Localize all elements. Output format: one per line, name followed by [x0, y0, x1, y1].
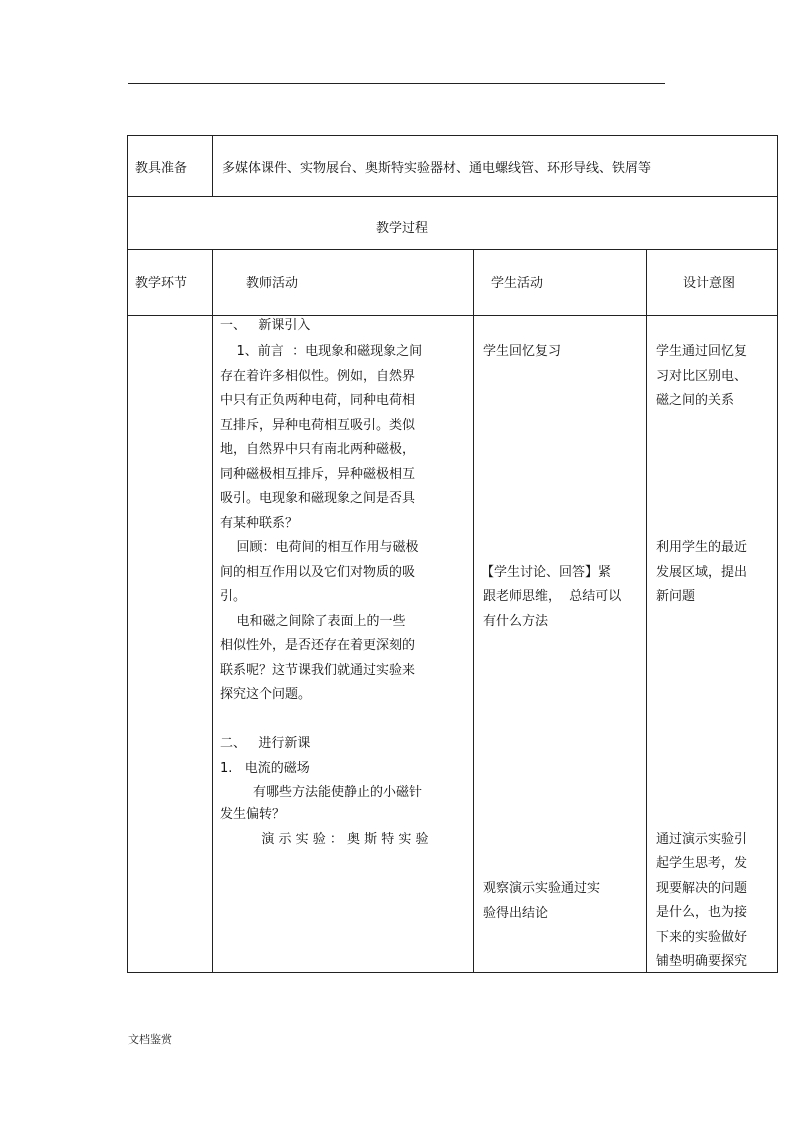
teacher-line: 地，自然界中只有南北两种磁极， [220, 442, 416, 457]
teacher-line: 探究这个问题。 [220, 687, 312, 702]
teacher-line: 1、前言 ：电现象和磁现象之间 [220, 344, 423, 359]
design-intent-line: 习对比区别电、 [656, 369, 748, 384]
teacher-line: 引。 [220, 589, 247, 604]
design-intent-line: 起学生思考，发 [656, 856, 748, 871]
table-col-divider-2 [473, 249, 474, 972]
table-col-divider-1b [212, 249, 213, 972]
prep-label: 教具准备 [135, 161, 188, 176]
teacher-line: 二、 进行新课 [220, 736, 311, 751]
prep-content: 多媒体课件、实物展台、奥斯特实验器材、通电螺线管、环形导线、铁屑等 [222, 161, 652, 176]
design-intent-line: 铺垫明确要探究 [656, 954, 748, 969]
design-intent-line: 是什么，也为接 [656, 905, 748, 920]
table-rule-1 [127, 196, 778, 197]
header-student-activity: 学生活动 [491, 276, 544, 291]
student-activity-line: 【学生讨论、回答】紧 [481, 565, 612, 580]
page-footer: 文档鉴赏 [128, 1033, 172, 1046]
design-intent-line: 学生通过回忆复 [656, 344, 748, 359]
table-rule-2 [127, 249, 778, 250]
table-col-divider-3 [646, 249, 647, 972]
design-intent-line: 发展区域，提出 [656, 565, 748, 580]
teacher-line: 发生偏转？ [220, 807, 286, 822]
teacher-line: 互排斥，异种电荷相互吸引。类似 [220, 418, 416, 433]
student-activity-line: 跟老师思维， 总结可以 [483, 589, 622, 604]
teacher-line: 电和磁之间除了表面上的一些 [220, 614, 406, 629]
design-intent-line: 通过演示实验引 [656, 832, 748, 847]
student-activity-line: 验得出结论 [483, 906, 549, 921]
teacher-line: 演 示 实 验 ： 奥 斯 特 实 验 [220, 832, 429, 847]
teacher-line: 回顾：电荷间的相互作用与磁极 [220, 540, 419, 555]
teacher-line: 有哪些方法能使静止的小磁针 [220, 785, 423, 800]
teacher-line: 联系呢？这节课我们就通过实验来 [220, 663, 416, 678]
teacher-line: 一、 新课引入 [220, 318, 311, 333]
header-stage: 教学环节 [135, 276, 188, 291]
design-intent-line: 新问题 [656, 589, 696, 604]
student-activity-line: 有什么方法 [483, 614, 549, 629]
header-rule [128, 83, 665, 84]
student-activity-line: 学生回忆复习 [483, 344, 562, 359]
teacher-line: 吸引。电现象和磁现象之间是否具 [220, 491, 416, 506]
teacher-line: 相似性外，是否还存在着更深刻的 [220, 638, 416, 653]
student-activity-line: 观察演示实验通过实 [483, 881, 601, 896]
process-title: 教学过程 [376, 221, 429, 236]
table-col-divider-1a [212, 135, 213, 197]
teacher-line: 中只有正负两种电荷，同种电荷相 [220, 393, 416, 408]
teacher-line: 间的相互作用以及它们对物质的吸 [220, 565, 416, 580]
teacher-line: 有某种联系？ [220, 516, 299, 531]
design-intent-line: 现要解决的问题 [656, 881, 748, 896]
teacher-line: 同种磁极相互排斥，异种磁极相互 [220, 467, 416, 482]
header-teacher-activity: 教师活动 [246, 276, 299, 291]
design-intent-line: 下来的实验做好 [656, 930, 748, 945]
design-intent-line: 利用学生的最近 [656, 540, 748, 555]
teacher-line: 存在着许多相似性。例如，自然界 [220, 369, 416, 384]
header-design-intent: 设计意图 [683, 276, 736, 291]
design-intent-line: 磁之间的关系 [656, 393, 735, 408]
teacher-line: 1. 电流的磁场 [220, 761, 310, 776]
